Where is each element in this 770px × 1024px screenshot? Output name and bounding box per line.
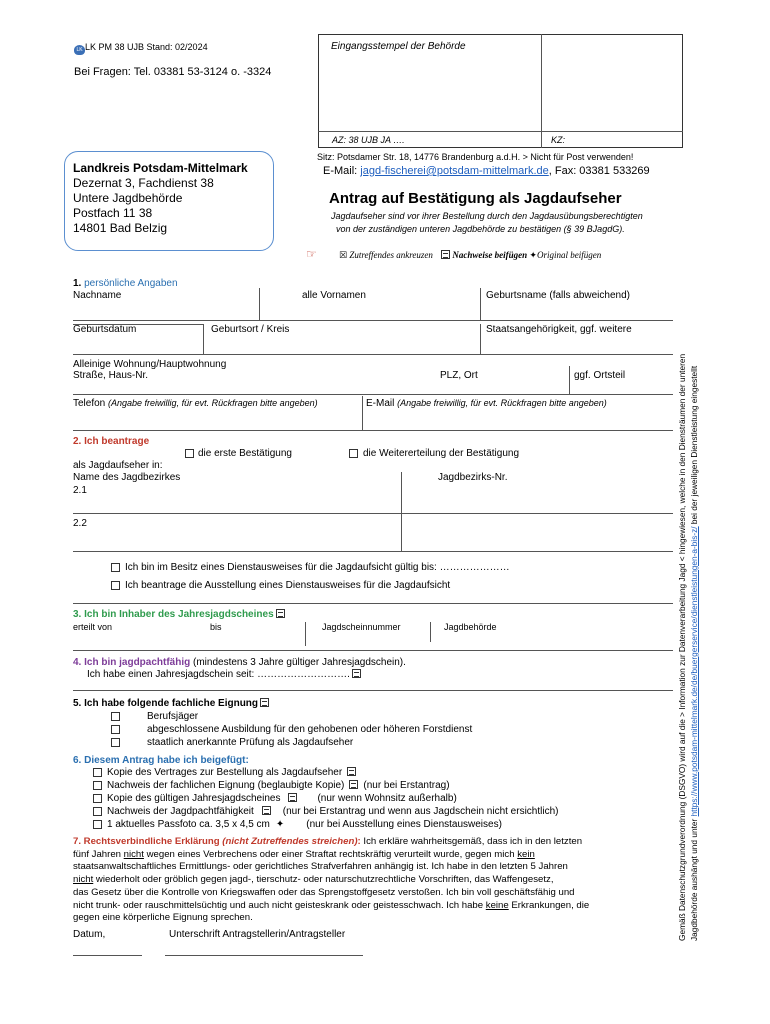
document-icon xyxy=(441,250,450,259)
label-als: als Jagdaufseher in: xyxy=(73,460,163,471)
label-passfoto: 1 aktuelles Passfoto ca. 3,5 x 4,5 cm ✦ (nur bei Ausstellung eines Dienstausweises) xyxy=(107,819,502,830)
side-note: Gemäß Datenschutzgrundverordnung (DSGVO) wird auf die > Information zur Datenverarbeitung Jagd < hingewiesen, welche in den Diensträumen der unteren Jagdbehörde aushängt und unter https://www.potsdam-mittelmark.de/de/buergerservice/dienstleistungen-a-bis-z/ bei der jeweiligen Dienstleistung eingestellt xyxy=(677,353,699,941)
signature-line[interactable] xyxy=(165,955,363,956)
label-ausweis-beantragen: Ich beantrage die Ausstellung eines Dienstausweises für die Jagdaufsicht xyxy=(125,580,451,591)
document-icon xyxy=(260,698,269,707)
label-jagdscheinnummer: Jagdscheinnummer xyxy=(322,622,401,632)
label-pachtfaehigkeit: Nachweis der Jagdpachtfähigkeit (nur bei Erstantrag und wenn aus Jagdschein nicht ersichtlich) xyxy=(107,806,559,817)
input-line-2-1[interactable] xyxy=(73,513,673,514)
checkbox-weiter[interactable] xyxy=(349,449,358,458)
side-note-link[interactable]: https://www.potsdam-mittelmark.de/de/buergerservice/dienstleistungen-a-bis-z/ xyxy=(689,526,699,817)
checkbox-ausweis-beantragen[interactable] xyxy=(111,581,120,590)
document-icon xyxy=(349,780,358,789)
label-wohnung: Alleinige Wohnung/Hauptwohnung xyxy=(73,359,227,370)
label-erteilt-von: erteilt von xyxy=(73,622,113,632)
checkbox-berufsjaeger[interactable] xyxy=(111,712,120,721)
input-line-birth[interactable] xyxy=(73,354,673,355)
document-icon xyxy=(288,793,297,802)
label-staat: Staatsangehörigkeit, ggf. weitere xyxy=(486,324,632,335)
email-link[interactable]: jagd-fischerei@potsdam-mittelmark.de xyxy=(360,165,549,177)
label-forstdienst: abgeschlossene Ausbildung für den gehobenen oder höheren Forstdienst xyxy=(147,724,473,735)
label-pruefung: staatlich anerkannte Prüfung als Jagdaufseher xyxy=(147,737,354,748)
document-icon xyxy=(276,609,285,618)
document-icon xyxy=(262,806,271,815)
section-3-title: 3. Ich bin Inhaber des Jahresjagdscheines xyxy=(73,609,285,620)
contact-line: E-Mail: jagd-fischerei@potsdam-mittelmark.de, Fax: 03381 533269 xyxy=(323,165,650,177)
az-field[interactable]: AZ: 38 UJB JA …. xyxy=(332,135,405,145)
recipient-address: Landkreis Potsdam-Mittelmark Dezernat 3, Fachdienst 38 Untere Jagdbehörde Postfach 11 38 14801 Bad Belzig xyxy=(64,151,274,251)
label-geburtsdatum: Geburtsdatum xyxy=(73,324,137,335)
seat-note: Sitz: Potsdamer Str. 18, 14776 Brandenburg a.d.H. > Nicht für Post verwenden! xyxy=(317,152,634,162)
checkbox-jahresjagdschein[interactable] xyxy=(93,794,102,803)
label-vornamen: alle Vornamen xyxy=(302,290,366,301)
input-line-address[interactable] xyxy=(73,394,673,395)
row-2-2: 2.2 xyxy=(73,518,87,529)
label-weiter: die Weitererteilung der Bestätigung xyxy=(363,448,520,459)
checkbox-erste[interactable] xyxy=(185,449,194,458)
label-jagdbehoerde: Jagdbehörde xyxy=(444,622,497,632)
row-2-1: 2.1 xyxy=(73,485,87,496)
document-icon xyxy=(352,669,361,678)
section-4-title: 4. Ich bin jagdpachtfähig (mindestens 3 Jahre gültiger Jahresjagdschein). xyxy=(73,657,406,668)
page-title: Antrag auf Bestätigung als Jagdaufseher xyxy=(329,190,622,207)
label-ausweis-besitz: Ich bin im Besitz eines Dienstausweises für die Jagdaufsicht gültig bis: ………………… xyxy=(125,562,510,573)
label-nachname: Nachname xyxy=(73,290,122,301)
label-berufsjaeger: Berufsjäger xyxy=(147,711,199,722)
label-geburtsort: Geburtsort / Kreis xyxy=(211,324,290,335)
legend: ☒ Zutreffendes ankreuzen Nachweise beifügen ✦Original beifügen xyxy=(339,250,602,261)
label-ortsteil: ggf. Ortsteil xyxy=(574,370,626,381)
checked-box-icon: ☒ xyxy=(339,251,348,261)
checkbox-forstdienst[interactable] xyxy=(111,725,120,734)
label-telefon: Telefon (Angabe freiwillig, für evt. Rückfragen bitte angeben) xyxy=(73,398,318,409)
section-1-title: 1. persönliche Angaben xyxy=(73,278,178,289)
checkbox-pachtfaehigkeit[interactable] xyxy=(93,807,102,816)
questions-phone: Bei Fragen: Tel. 03381 53-3124 o. -3324 xyxy=(74,66,272,78)
form-id: LK LK PM 38 UJB Stand: 02/2024 xyxy=(74,42,208,55)
checkbox-passfoto[interactable] xyxy=(93,820,102,829)
subtitle-1: Jagdaufseher sind vor ihrer Bestellung durch den Jagdausübungsberechtigten xyxy=(331,211,643,221)
label-eignung: Nachweis der fachlichen Eignung (beglaubigte Kopie) (nur bei Erstantrag) xyxy=(107,780,450,791)
label-email: E-Mail (Angabe freiwillig, für evt. Rückfragen bitte angeben) xyxy=(366,398,607,409)
pointer-icon: ☞ xyxy=(306,247,317,261)
label-unterschrift: Unterschrift Antragstellerin/Antragsteller xyxy=(169,929,346,940)
section-5-title: 5. Ich habe folgende fachliche Eignung xyxy=(73,698,269,709)
star-icon: ✦ xyxy=(275,819,285,830)
label-vertrag: Kopie des Vertrages zur Bestellung als Jagdaufseher xyxy=(107,767,356,778)
kz-field[interactable]: KZ: xyxy=(551,135,566,145)
logo-icon: LK xyxy=(74,45,85,55)
input-line-contact[interactable] xyxy=(73,430,673,431)
label-erste: die erste Bestätigung xyxy=(198,448,292,459)
section-6-title: 6. Diesem Antrag habe ich beigefügt: xyxy=(73,755,249,766)
label-name-bezirk: Name des Jagdbezirkes xyxy=(73,472,181,483)
declaration: 7. Rechtsverbindliche Erklärung (nicht Zutreffendes streichen): Ich erkläre wahrheitsgemäß, dass ich in den letzten fünf Jahren nicht wegen eines Verbrechens oder einer Straftat rechtskräftig verurteilt wurde, gegen mich kein staatsanwaltschaftliches Ermittlungs- oder gerichtliches Strafverfahren anhängig ist. Ich habe in den letzten 5 Jahren nicht wiederholt oder gröblich gegen jagd-, tierschutz- oder naturschutzrechtliche Vorschriften, das Waffengesetz, das Gesetz über die Kontrolle von Kriegswaffen oder das Sprengstoffgesetz verstoßen. Ich bin voll geschäftsfähig und nicht trunk- oder rauschmittelsüchtig und auch nicht geisteskrank oder geistesschwach. Ich habe keine Erkrankungen, die gegen eine körperliche Eignung sprechen. xyxy=(73,836,590,924)
date-line[interactable] xyxy=(73,955,142,956)
checkbox-vertrag[interactable] xyxy=(93,768,102,777)
label-plz: PLZ, Ort xyxy=(440,370,478,381)
checkbox-ausweis-besitz[interactable] xyxy=(111,563,120,572)
checkbox-eignung[interactable] xyxy=(93,781,102,790)
stamp-box-title: Eingangsstempel der Behörde xyxy=(331,41,466,52)
label-bezirk-nr: Jagdbezirks-Nr. xyxy=(438,472,508,483)
label-jahresjagdschein-seit: Ich habe einen Jahresjagdschein seit: ………………………. xyxy=(87,669,361,680)
document-icon xyxy=(347,767,356,776)
label-strasse: Straße, Haus-Nr. xyxy=(73,370,149,381)
input-line-jagdschein[interactable] xyxy=(73,650,673,651)
label-datum: Datum, xyxy=(73,929,106,940)
input-line-2-2[interactable] xyxy=(73,551,673,552)
input-line-names[interactable] xyxy=(73,320,673,321)
section-2-title: 2. Ich beantrage xyxy=(73,436,150,447)
checkbox-pruefung[interactable] xyxy=(111,738,120,747)
subtitle-2: von der zuständigen unteren Jagdbehörde zu bestätigen (§ 39 BJagdG). xyxy=(336,224,625,234)
label-jahresjagdschein: Kopie des gültigen Jahresjagdscheines (nur wenn Wohnsitz außerhalb) xyxy=(107,793,457,804)
star-icon: ✦ xyxy=(529,251,537,261)
label-bis: bis xyxy=(210,622,222,632)
label-geburtsname: Geburtsname (falls abweichend) xyxy=(486,290,630,301)
